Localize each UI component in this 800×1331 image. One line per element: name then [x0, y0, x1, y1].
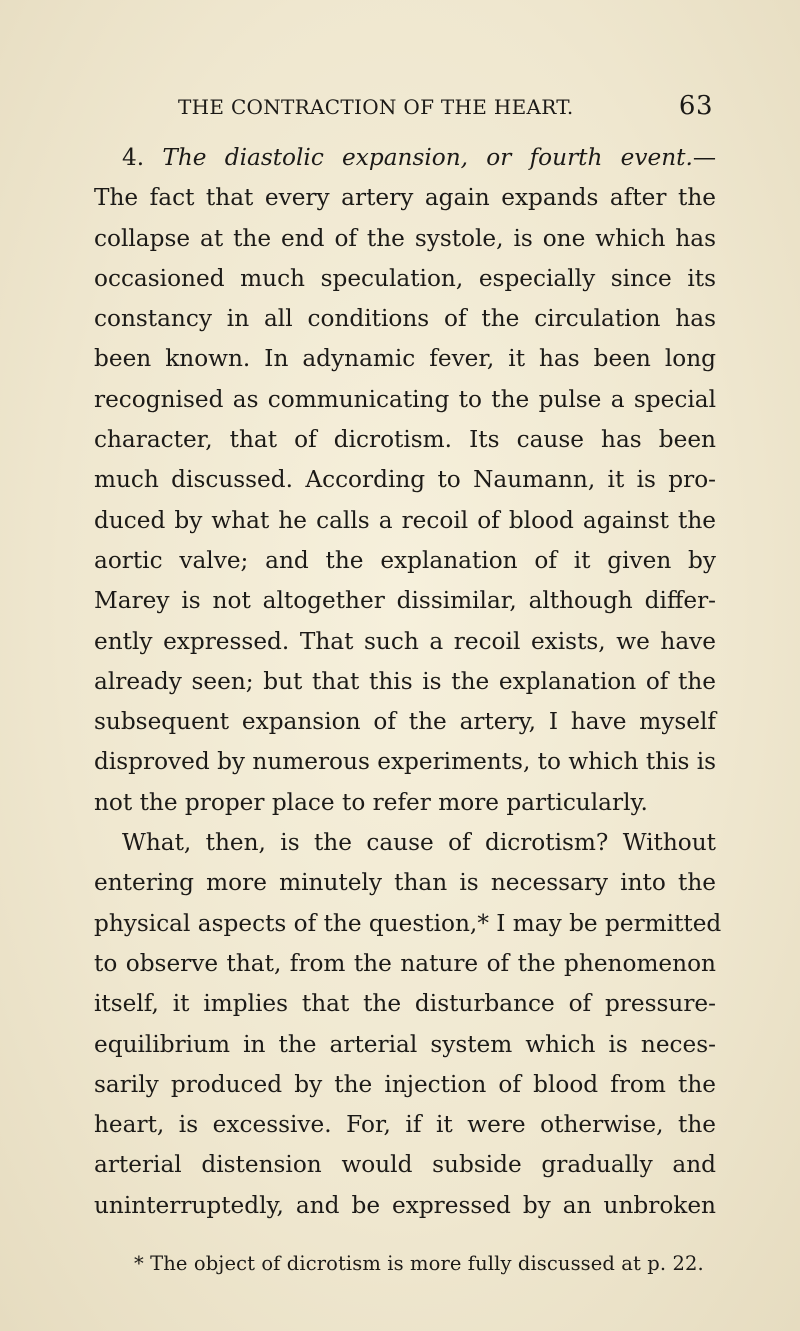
running-title: THE CONTRACTION OF THE HEART.: [178, 95, 574, 119]
section-title-part-2: fourth event.: [529, 144, 693, 171]
footnote-text: The object of dicrotism is more fully discussed at p. 22.: [150, 1252, 704, 1275]
text-line: disproved by numerous experiments, to which this is: [94, 748, 717, 776]
text-fragment: I may be permitted: [488, 909, 722, 937]
text-line: not the proper place to refer more particularly.: [94, 788, 648, 816]
page-number: 63: [678, 91, 713, 121]
section-title-part-1: The diastolic expansion,: [162, 144, 469, 171]
text-line: equilibrium in the arterial system which is neces-: [94, 1030, 716, 1058]
text-line: arterial distension would subside gradually and: [94, 1151, 716, 1179]
text-line: ently expressed. That such a recoil exists, we have: [94, 627, 716, 655]
text-line: constancy in all conditions of the circulation has: [94, 305, 716, 333]
section-number: 4.: [122, 144, 145, 171]
text-line: Marey is not altogether dissimilar, although differ-: [94, 587, 716, 615]
text-line: uninterruptedly, and be expressed by an unbroken: [94, 1191, 716, 1219]
body-text: [94, 138, 722, 1226]
text-line: heart, is excessive. For, if it were otherwise, the: [94, 1111, 716, 1139]
footnote-mark: *: [134, 1252, 144, 1275]
text-line-with-footnote-ref: [94, 904, 722, 944]
text-line: occasioned much speculation, especially since its: [94, 264, 716, 292]
section-heading-line: [94, 138, 716, 178]
text-line: duced by what he calls a recoil of blood against the: [94, 506, 716, 534]
section-title-connector: or: [486, 144, 512, 171]
text-line: itself, it implies that the disturbance of pressure-: [94, 990, 716, 1018]
text-line: already seen; but that this is the explanation of the: [94, 667, 716, 695]
text-fragment: physical aspects of the question,: [94, 909, 478, 937]
text-line: The fact that every artery again expands after the: [94, 184, 716, 212]
text-line: to observe that, from the nature of the phenomenon: [94, 949, 716, 977]
footnote: [134, 1252, 704, 1275]
running-head: [178, 91, 713, 121]
section-title-dash: —: [692, 144, 717, 171]
text-line: much discussed. According to Naumann, it is pro-: [94, 466, 716, 494]
text-line: collapse at the end of the systole, is one which has: [94, 224, 716, 252]
text-line: sarily produced by the injection of blood from the: [94, 1070, 716, 1098]
text-line: What, then, is the cause of dicrotism? Without: [122, 829, 716, 857]
text-line: entering more minutely than is necessary into the: [94, 869, 716, 897]
footnote-reference-mark: *: [477, 909, 489, 937]
text-line: been known. In adynamic fever, it has been long: [94, 345, 716, 373]
text-line: aortic valve; and the explanation of it given by: [94, 546, 716, 574]
text-line: character, that of dicrotism. Its cause has been: [94, 426, 716, 454]
text-line: subsequent expansion of the artery, I have myself: [94, 708, 716, 736]
text-line: recognised as communicating to the pulse a special: [94, 385, 716, 413]
